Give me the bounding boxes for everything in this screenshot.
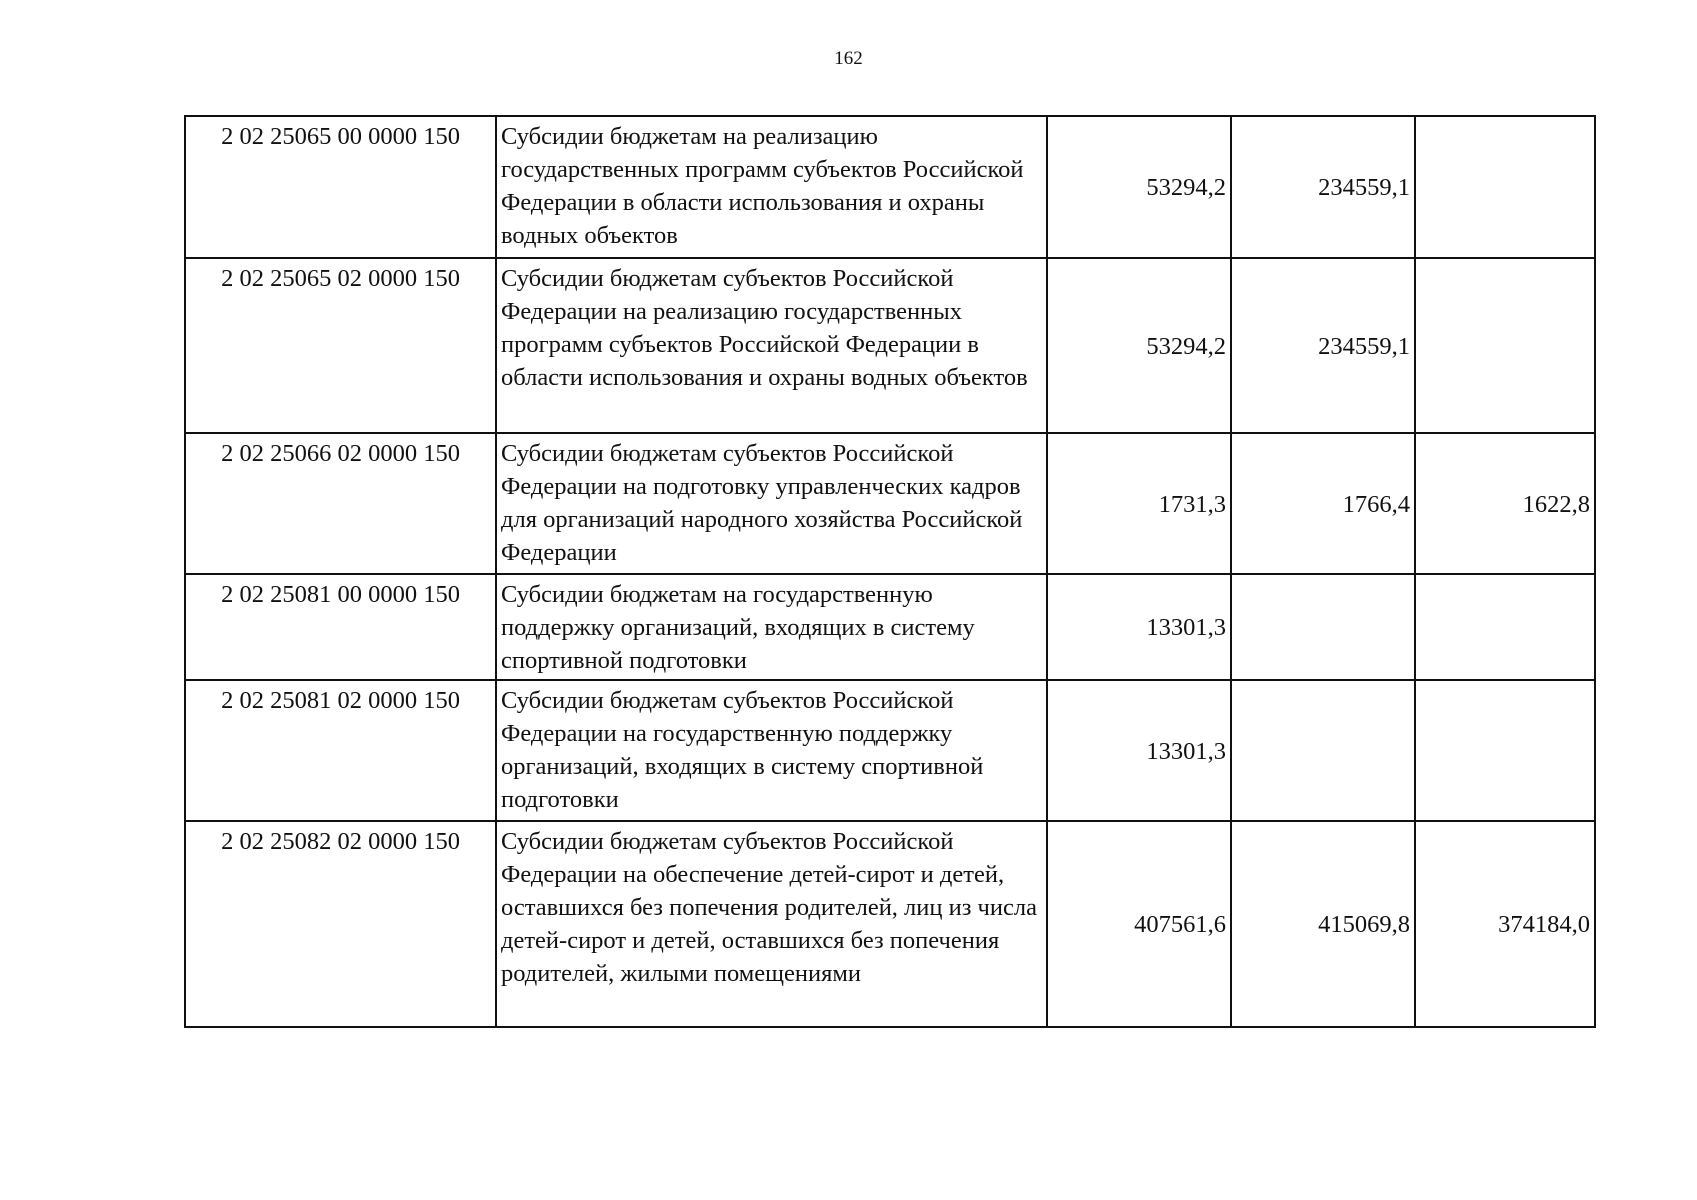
row-code: 2 02 25065 02 0000 150 <box>185 258 496 433</box>
table-row <box>185 680 1595 821</box>
row-code: 2 02 25081 00 0000 150 <box>185 574 496 680</box>
row-value-2: 1766,4 <box>1231 433 1415 574</box>
table-row <box>185 821 1595 1027</box>
row-code: 2 02 25065 00 0000 150 <box>185 116 496 258</box>
row-value-2: 234559,1 <box>1231 116 1415 258</box>
row-value-3 <box>1415 258 1595 433</box>
row-code: 2 02 25081 02 0000 150 <box>185 680 496 821</box>
row-value-3 <box>1415 574 1595 680</box>
row-value-3 <box>1415 680 1595 821</box>
row-value-3: 374184,0 <box>1415 821 1595 1027</box>
row-value-3: 1622,8 <box>1415 433 1595 574</box>
table-row <box>185 433 1595 574</box>
row-description: Субсидии бюджетам субъектов Российской Федерации на государственную поддержку организаций, входящих в систему спортивной подготовки <box>496 680 1047 821</box>
row-code: 2 02 25066 02 0000 150 <box>185 433 496 574</box>
row-value-1: 53294,2 <box>1047 258 1231 433</box>
row-description: Субсидии бюджетам субъектов Российской Федерации на обеспечение детей-сирот и детей, оставшихся без попечения родителей, лиц из числа детей-сирот и детей, оставшихся без попечения родителей, жилыми помещениями <box>496 821 1047 1027</box>
row-code: 2 02 25082 02 0000 150 <box>185 821 496 1027</box>
table-row <box>185 116 1595 258</box>
page-number: 162 <box>834 48 863 69</box>
row-description: Субсидии бюджетам на государственную поддержку организаций, входящих в систему спортивной подготовки <box>496 574 1047 680</box>
row-value-1: 53294,2 <box>1047 116 1231 258</box>
row-value-2 <box>1231 574 1415 680</box>
row-value-2 <box>1231 680 1415 821</box>
budget-table <box>184 115 1596 1028</box>
row-value-2: 234559,1 <box>1231 258 1415 433</box>
row-value-1: 13301,3 <box>1047 680 1231 821</box>
row-value-1: 13301,3 <box>1047 574 1231 680</box>
table-row <box>185 258 1595 433</box>
table-row <box>185 574 1595 680</box>
row-value-2: 415069,8 <box>1231 821 1415 1027</box>
row-description: Субсидии бюджетам субъектов Российской Федерации на реализацию государственных программ субъектов Российской Федерации в области использования и охраны водных объектов <box>496 258 1047 433</box>
row-value-1: 1731,3 <box>1047 433 1231 574</box>
row-value-1: 407561,6 <box>1047 821 1231 1027</box>
row-value-3 <box>1415 116 1595 258</box>
row-description: Субсидии бюджетам субъектов Российской Федерации на подготовку управленческих кадров для организаций народного хозяйства Российской Федерации <box>496 433 1047 574</box>
row-description: Субсидии бюджетам на реализацию государственных программ субъектов Российской Федерации в области использования и охраны водных объектов <box>496 116 1047 258</box>
